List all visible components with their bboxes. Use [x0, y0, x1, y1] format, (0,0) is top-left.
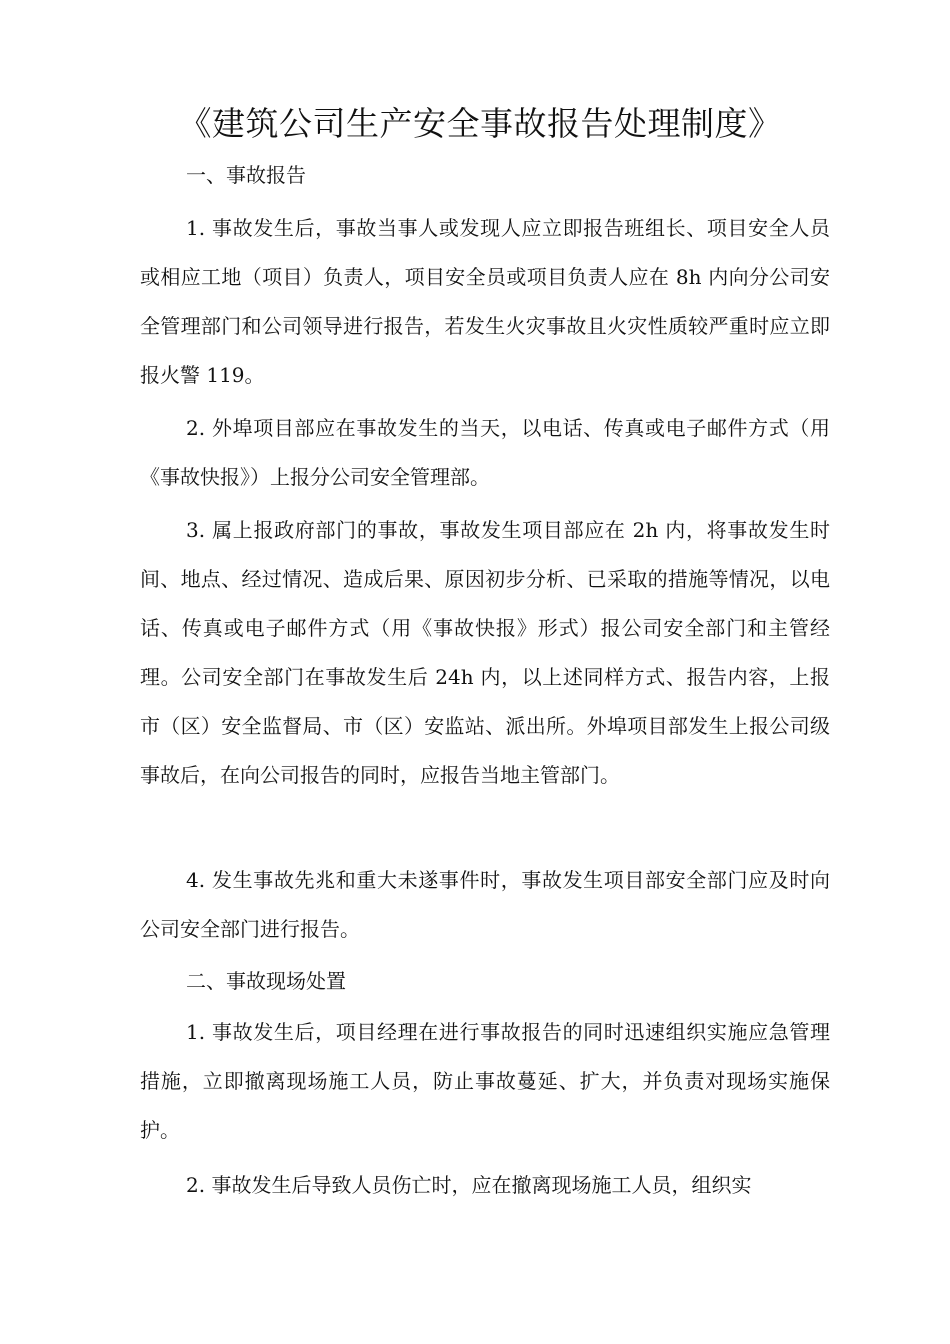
paragraph-report-4: 4. 发生事故先兆和重大未遂事件时，事故发生项目部安全部门应及时向公司安全部门进行报告。 [140, 868, 830, 941]
document-title: 《建筑公司生产安全事故报告处理制度》 [178, 104, 782, 143]
paragraph-report-3: 3. 属上报政府部门的事故，事故发生项目部应在 2h 内，将事故发生时间、地点、经过情况、造成后果、原因初步分析、已采取的措施等情况，以电话、传真或电子邮件方式（用《事故快报》形式）报公司安全部门和主管经理。公司安全部门在事故发生后 24h 内，以上述同样方式、报告内容，上报市（区）安全监督局、市（区）安监站、派出所。外埠项目部发生上报公司级事故后，在向公司报告的同时，应报告当地主管部门。 [140, 518, 830, 787]
paragraph-handling-2: 2. 事故发生后导致人员伤亡时，应在撤离现场施工人员，组织实 [186, 1173, 752, 1197]
section-heading-accident-report: 一、事故报告 [186, 163, 306, 187]
paragraph-report-2: 2. 外埠项目部应在事故发生的当天，以电话、传真或电子邮件方式（用《事故快报》）上报分公司安全管理部。 [140, 416, 830, 489]
paragraph-handling-1: 1. 事故发生后，项目经理在进行事故报告的同时迅速组织实施应急管理措施，立即撤离现场施工人员，防止事故蔓延、扩大，并负责对现场实施保护。 [140, 1020, 830, 1142]
paragraph-report-1: 1. 事故发生后，事故当事人或发现人应立即报告班组长、项目安全人员或相应工地（项目）负责人，项目安全员或项目负责人应在 8h 内向分公司安全管理部门和公司领导进行报告，若发生火灾事故且火灾性质较严重时应立即报火警 119。 [140, 216, 830, 387]
section-heading-site-handling: 二、事故现场处置 [186, 969, 346, 993]
